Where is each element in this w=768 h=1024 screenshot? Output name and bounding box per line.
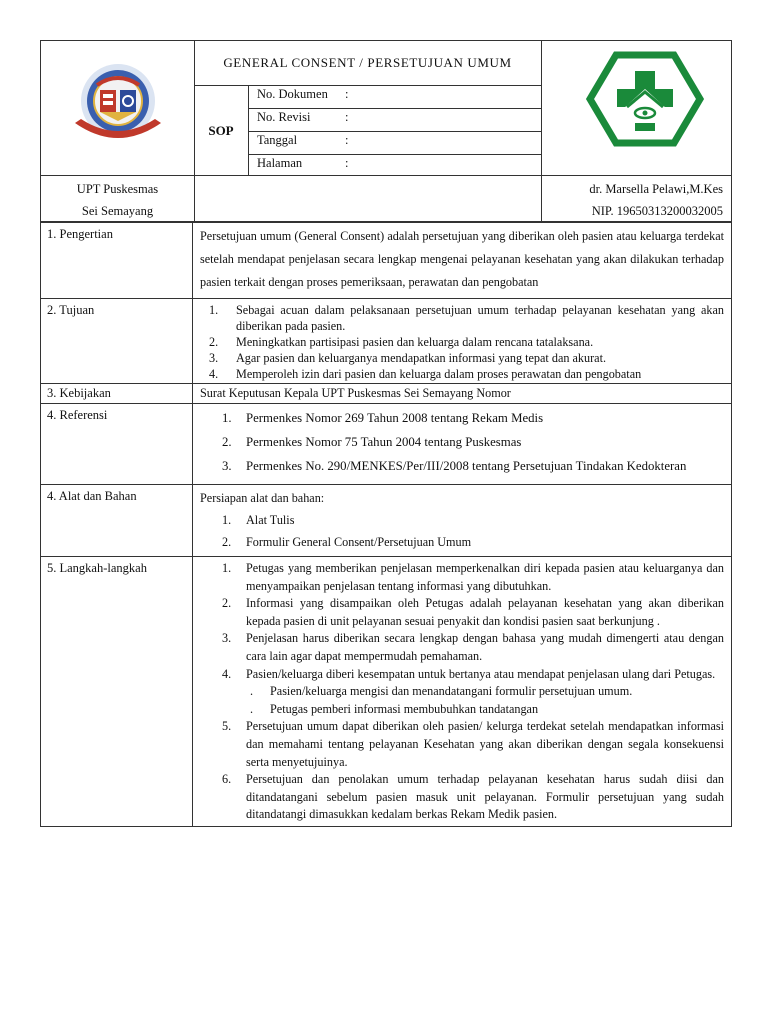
head-doctor: dr. Marsella Pelawi,M.Kes NIP. 19650313200032005 [589, 182, 723, 218]
list-item: 3. Agar pasien dan keluarganya mendapatkan informasi yang tepat dan akurat. [209, 351, 606, 365]
sub-list-item: . Petugas pemberi informasi membubuhkan tandatangan [250, 701, 539, 716]
list-item: 2. Meningkatkan partisipasi pasien dan keluarga dalam rencana tatalaksana. [209, 335, 594, 349]
text-pengertian: Persetujuan umum (General Consent) adalah persetujuan yang diberikan oleh pasien atau keluarga terdekat setelah mendapat penjelasan secara lengkap mengenai pelayanan kesehatan yang akan dilakukan terhadap pasien terkait dengan proses pemeriksaan, perawatan dan pengobatan [193, 223, 732, 299]
list-alat-bahan [193, 485, 732, 557]
sop-header [40, 40, 732, 176]
label-tujuan: 2. Tujuan [41, 299, 193, 384]
row-tujuan [41, 299, 732, 384]
list-item: 4. Memperoleh izin dari pasien dan keluarga dalam proses perawatan dan pengobatan [209, 367, 642, 381]
document-title: GENERAL CONSENT / PERSETUJUAN UMUM [223, 55, 512, 70]
list-tujuan [193, 299, 732, 384]
label-referensi: 4. Referensi [41, 404, 193, 485]
puskesmas-logo-icon [583, 49, 707, 149]
list-item: 4. Pasien/keluarga diberi kesempatan untuk bertanya atau mendapat penjelasan ulang dari Petugas. [222, 666, 716, 681]
list-langkah [193, 557, 732, 827]
row-referensi [41, 404, 732, 485]
list-item: 1. Permenkes Nomor 269 Tahun 2008 tentang Rekam Medis [222, 411, 544, 425]
list-item: 2. Formulir General Consent/Persetujuan Umum [222, 535, 472, 549]
label-kebijakan: 3. Kebijakan [41, 384, 193, 404]
organization-row [40, 176, 732, 222]
list-item: 1. Sebagai acuan dalam pelaksanaan persetujuan umum terhadap pelayanan kesehatan yang akan diberikan pada pasien. [209, 303, 724, 333]
field-no-dokumen: No. Dokumen : [257, 87, 349, 101]
list-item: 2. Permenkes Nomor 75 Tahun 2004 tentang Puskesmas [222, 435, 522, 449]
list-item: 3. Permenkes No. 290/MENKES/Per/III/2008 tentang Persetujuan Tindakan Kedokteran [222, 459, 687, 473]
organization-name: UPT Puskesmas Sei Semayang [76, 182, 159, 218]
label-pengertian: 1. Pengertian [41, 223, 193, 299]
list-item: 3. Penjelasan harus diberikan secara lengkap dengan bahasa yang mudah dimengerti atau dengan cara lain agar dapat mempermudah pemahaman. [222, 631, 724, 663]
field-halaman: Halaman : [257, 156, 349, 170]
regency-emblem-icon [67, 63, 169, 153]
sop-content-table [40, 222, 732, 827]
sub-list-item: . Pasien/keluarga mengisi dan menandatangani formulir persetujuan umum. [250, 684, 633, 699]
row-langkah [41, 557, 732, 827]
text-kebijakan: Surat Keputusan Kepala UPT Puskesmas Sei Semayang Nomor [193, 384, 732, 404]
list-item: 5. Persetujuan umum dapat diberikan oleh pasien/ kelurga terdekat setelah mendapatkan informasi dan memahami tentang pelayanan Kesehatan yang akan diberikan dengan segala konsekuensi serta menyetujuinya. [222, 719, 724, 769]
list-item: 6. Persetujuan dan penolakan umum terhadap pelayanan kesehatan harus sudah diisi dan ditandatangani sebelum pasien masuk unit pelayanan. Formulir persetujuan yang sudah ditandatangi dimasukkan kedalam berkas Rekam Medik pasien. [222, 772, 724, 822]
alat-intro: Persiapan alat dan bahan: [200, 491, 325, 505]
list-item: 2. Informasi yang disampaikan oleh Petugas adalah pelayanan kesehatan yang akan diberikan kepada pasien di unit pelayanan sesuai penyakit dan kondisi pasien saat berkunjung . [222, 596, 724, 628]
list-item: 1. Petugas yang memberikan penjelasan memperkenalkan diri kepada pasien atau keluarganya dan menyampaikan penjelasan tentang informasi yang dibutuhkan. [222, 561, 724, 593]
field-tanggal: Tanggal : [257, 133, 349, 147]
row-kebijakan [41, 384, 732, 404]
field-no-revisi: No. Revisi : [257, 110, 349, 124]
sop-label: SOP [208, 123, 234, 138]
row-pengertian [41, 223, 732, 299]
sop-document [40, 40, 732, 827]
list-referensi [193, 404, 732, 485]
label-alat-bahan: 4. Alat dan Bahan [41, 485, 193, 557]
label-langkah: 5. Langkah-langkah [41, 557, 193, 827]
list-item: 1. Alat Tulis [222, 513, 295, 527]
row-alat-bahan [41, 485, 732, 557]
